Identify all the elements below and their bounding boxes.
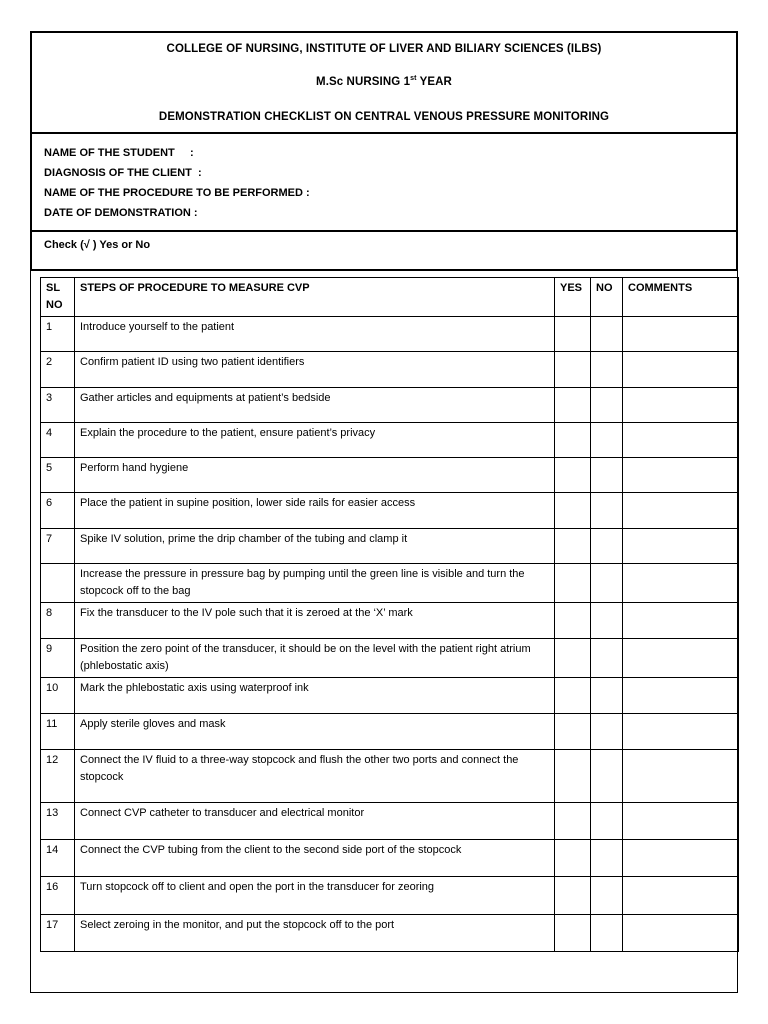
- document-header: [30, 31, 738, 134]
- table-row: [41, 877, 739, 915]
- step-text: Explain the procedure to the patient, ensure patient’s privacy: [75, 423, 555, 458]
- step-text: Connect the CVP tubing from the client to the second side port of the stopcock: [75, 840, 555, 877]
- no-cell[interactable]: [591, 639, 623, 678]
- yes-cell[interactable]: [555, 352, 591, 388]
- yes-cell[interactable]: [555, 678, 591, 714]
- comments-cell[interactable]: [623, 915, 739, 952]
- table-row: [41, 352, 739, 388]
- no-cell[interactable]: [591, 603, 623, 639]
- step-number: 10: [41, 678, 75, 714]
- comments-cell[interactable]: [623, 352, 739, 388]
- no-cell[interactable]: [591, 493, 623, 529]
- table-row: [41, 529, 739, 564]
- sl-no-header: SL NO: [41, 278, 75, 317]
- step-text: Select zeroing in the monitor, and put the stopcock off to the port: [75, 915, 555, 952]
- table-row: [41, 493, 739, 529]
- table-row: [41, 678, 739, 714]
- student-name-label: NAME OF THE STUDENT :: [44, 147, 194, 159]
- step-text: Position the zero point of the transducer, it should be on the level with the patient right atrium (phlebostatic axis): [75, 639, 555, 678]
- comments-cell[interactable]: [623, 714, 739, 750]
- yes-cell[interactable]: [555, 915, 591, 952]
- table-row: [41, 388, 739, 423]
- comments-cell[interactable]: [623, 529, 739, 564]
- yes-cell[interactable]: [555, 750, 591, 803]
- step-number: 3: [41, 388, 75, 423]
- no-cell[interactable]: [591, 915, 623, 952]
- no-cell[interactable]: [591, 803, 623, 840]
- procedure-steps-table: [40, 277, 739, 952]
- table-row: [41, 564, 739, 603]
- step-number: 1: [41, 317, 75, 352]
- no-cell[interactable]: [591, 678, 623, 714]
- table-row: [41, 639, 739, 678]
- yes-cell[interactable]: [555, 714, 591, 750]
- date-label: DATE OF DEMONSTRATION :: [44, 207, 198, 219]
- no-cell[interactable]: [591, 317, 623, 352]
- no-cell[interactable]: [591, 423, 623, 458]
- no-header: NO: [591, 278, 623, 317]
- step-text: Connect CVP catheter to transducer and electrical monitor: [75, 803, 555, 840]
- comments-cell[interactable]: [623, 603, 739, 639]
- table-row: [41, 915, 739, 952]
- step-text: Connect the IV fluid to a three-way stopcock and flush the other two ports and connect the stopcock: [75, 750, 555, 803]
- yes-cell[interactable]: [555, 564, 591, 603]
- comments-cell[interactable]: [623, 840, 739, 877]
- table-row: [41, 803, 739, 840]
- step-text: Gather articles and equipments at patient’s bedside: [75, 388, 555, 423]
- comments-cell[interactable]: [623, 678, 739, 714]
- no-cell[interactable]: [591, 750, 623, 803]
- step-number: 13: [41, 803, 75, 840]
- step-number: 4: [41, 423, 75, 458]
- no-cell[interactable]: [591, 714, 623, 750]
- comments-cell[interactable]: [623, 458, 739, 493]
- no-cell[interactable]: [591, 877, 623, 915]
- yes-cell[interactable]: [555, 529, 591, 564]
- yes-cell[interactable]: [555, 803, 591, 840]
- step-number: 8: [41, 603, 75, 639]
- procedure-label: NAME OF THE PROCEDURE TO BE PERFORMED :: [44, 187, 310, 199]
- step-text: Turn stopcock off to client and open the port in the transducer for zeoring: [75, 877, 555, 915]
- yes-cell[interactable]: [555, 458, 591, 493]
- comments-cell[interactable]: [623, 877, 739, 915]
- yes-cell[interactable]: [555, 603, 591, 639]
- no-cell[interactable]: [591, 840, 623, 877]
- comments-cell[interactable]: [623, 317, 739, 352]
- step-number: 17: [41, 915, 75, 952]
- yes-header: YES: [555, 278, 591, 317]
- step-number: [41, 564, 75, 603]
- comments-cell[interactable]: [623, 803, 739, 840]
- step-text: Fix the transducer to the IV pole such that it is zeroed at the ‘X’ mark: [75, 603, 555, 639]
- institution-title: COLLEGE OF NURSING, INSTITUTE OF LIVER AND BILIARY SCIENCES (ILBS): [166, 43, 602, 55]
- step-text: Mark the phlebostatic axis using waterproof ink: [75, 678, 555, 714]
- comments-cell[interactable]: [623, 750, 739, 803]
- step-text: Apply sterile gloves and mask: [75, 714, 555, 750]
- yes-cell[interactable]: [555, 317, 591, 352]
- diagnosis-label: DIAGNOSIS OF THE CLIENT :: [44, 167, 202, 179]
- step-text: Spike IV solution, prime the drip chamber of the tubing and clamp it: [75, 529, 555, 564]
- yes-cell[interactable]: [555, 423, 591, 458]
- table-row: [41, 603, 739, 639]
- steps-header: STEPS OF PROCEDURE TO MEASURE CVP: [75, 278, 555, 317]
- yes-cell[interactable]: [555, 639, 591, 678]
- step-number: 14: [41, 840, 75, 877]
- table-row: [41, 714, 739, 750]
- no-cell[interactable]: [591, 388, 623, 423]
- yes-cell[interactable]: [555, 840, 591, 877]
- check-instruction: Check (√ ) Yes or No: [30, 232, 738, 271]
- step-number: 2: [41, 352, 75, 388]
- student-info-section: [30, 134, 738, 232]
- table-row: [41, 750, 739, 803]
- step-number: 11: [41, 714, 75, 750]
- comments-cell[interactable]: [623, 388, 739, 423]
- yes-cell[interactable]: [555, 493, 591, 529]
- no-cell[interactable]: [591, 564, 623, 603]
- comments-header: COMMENTS: [623, 278, 739, 317]
- no-cell[interactable]: [591, 352, 623, 388]
- step-number: 7: [41, 529, 75, 564]
- step-text: Introduce yourself to the patient: [75, 317, 555, 352]
- step-number: 16: [41, 877, 75, 915]
- step-number: 9: [41, 639, 75, 678]
- table-row: [41, 423, 739, 458]
- step-number: 6: [41, 493, 75, 529]
- step-text: Confirm patient ID using two patient identifiers: [75, 352, 555, 388]
- comments-cell[interactable]: [623, 639, 739, 678]
- table-row: [41, 317, 739, 352]
- comments-cell[interactable]: [623, 493, 739, 529]
- step-text: Increase the pressure in pressure bag by pumping until the green line is visible and turn the stopcock off to the bag: [75, 564, 555, 603]
- table-row: [41, 840, 739, 877]
- course-title: M.Sc NURSING 1st YEAR: [316, 75, 452, 88]
- yes-cell[interactable]: [555, 877, 591, 915]
- step-number: 12: [41, 750, 75, 803]
- step-text: Place the patient in supine position, lower side rails for easier access: [75, 493, 555, 529]
- no-cell[interactable]: [591, 458, 623, 493]
- no-cell[interactable]: [591, 529, 623, 564]
- yes-cell[interactable]: [555, 388, 591, 423]
- comments-cell[interactable]: [623, 564, 739, 603]
- table-row: [41, 458, 739, 493]
- checklist-title: DEMONSTRATION CHECKLIST ON CENTRAL VENOUS PRESSURE MONITORING: [158, 111, 610, 123]
- step-text: Perform hand hygiene: [75, 458, 555, 493]
- comments-cell[interactable]: [623, 423, 739, 458]
- step-number: 5: [41, 458, 75, 493]
